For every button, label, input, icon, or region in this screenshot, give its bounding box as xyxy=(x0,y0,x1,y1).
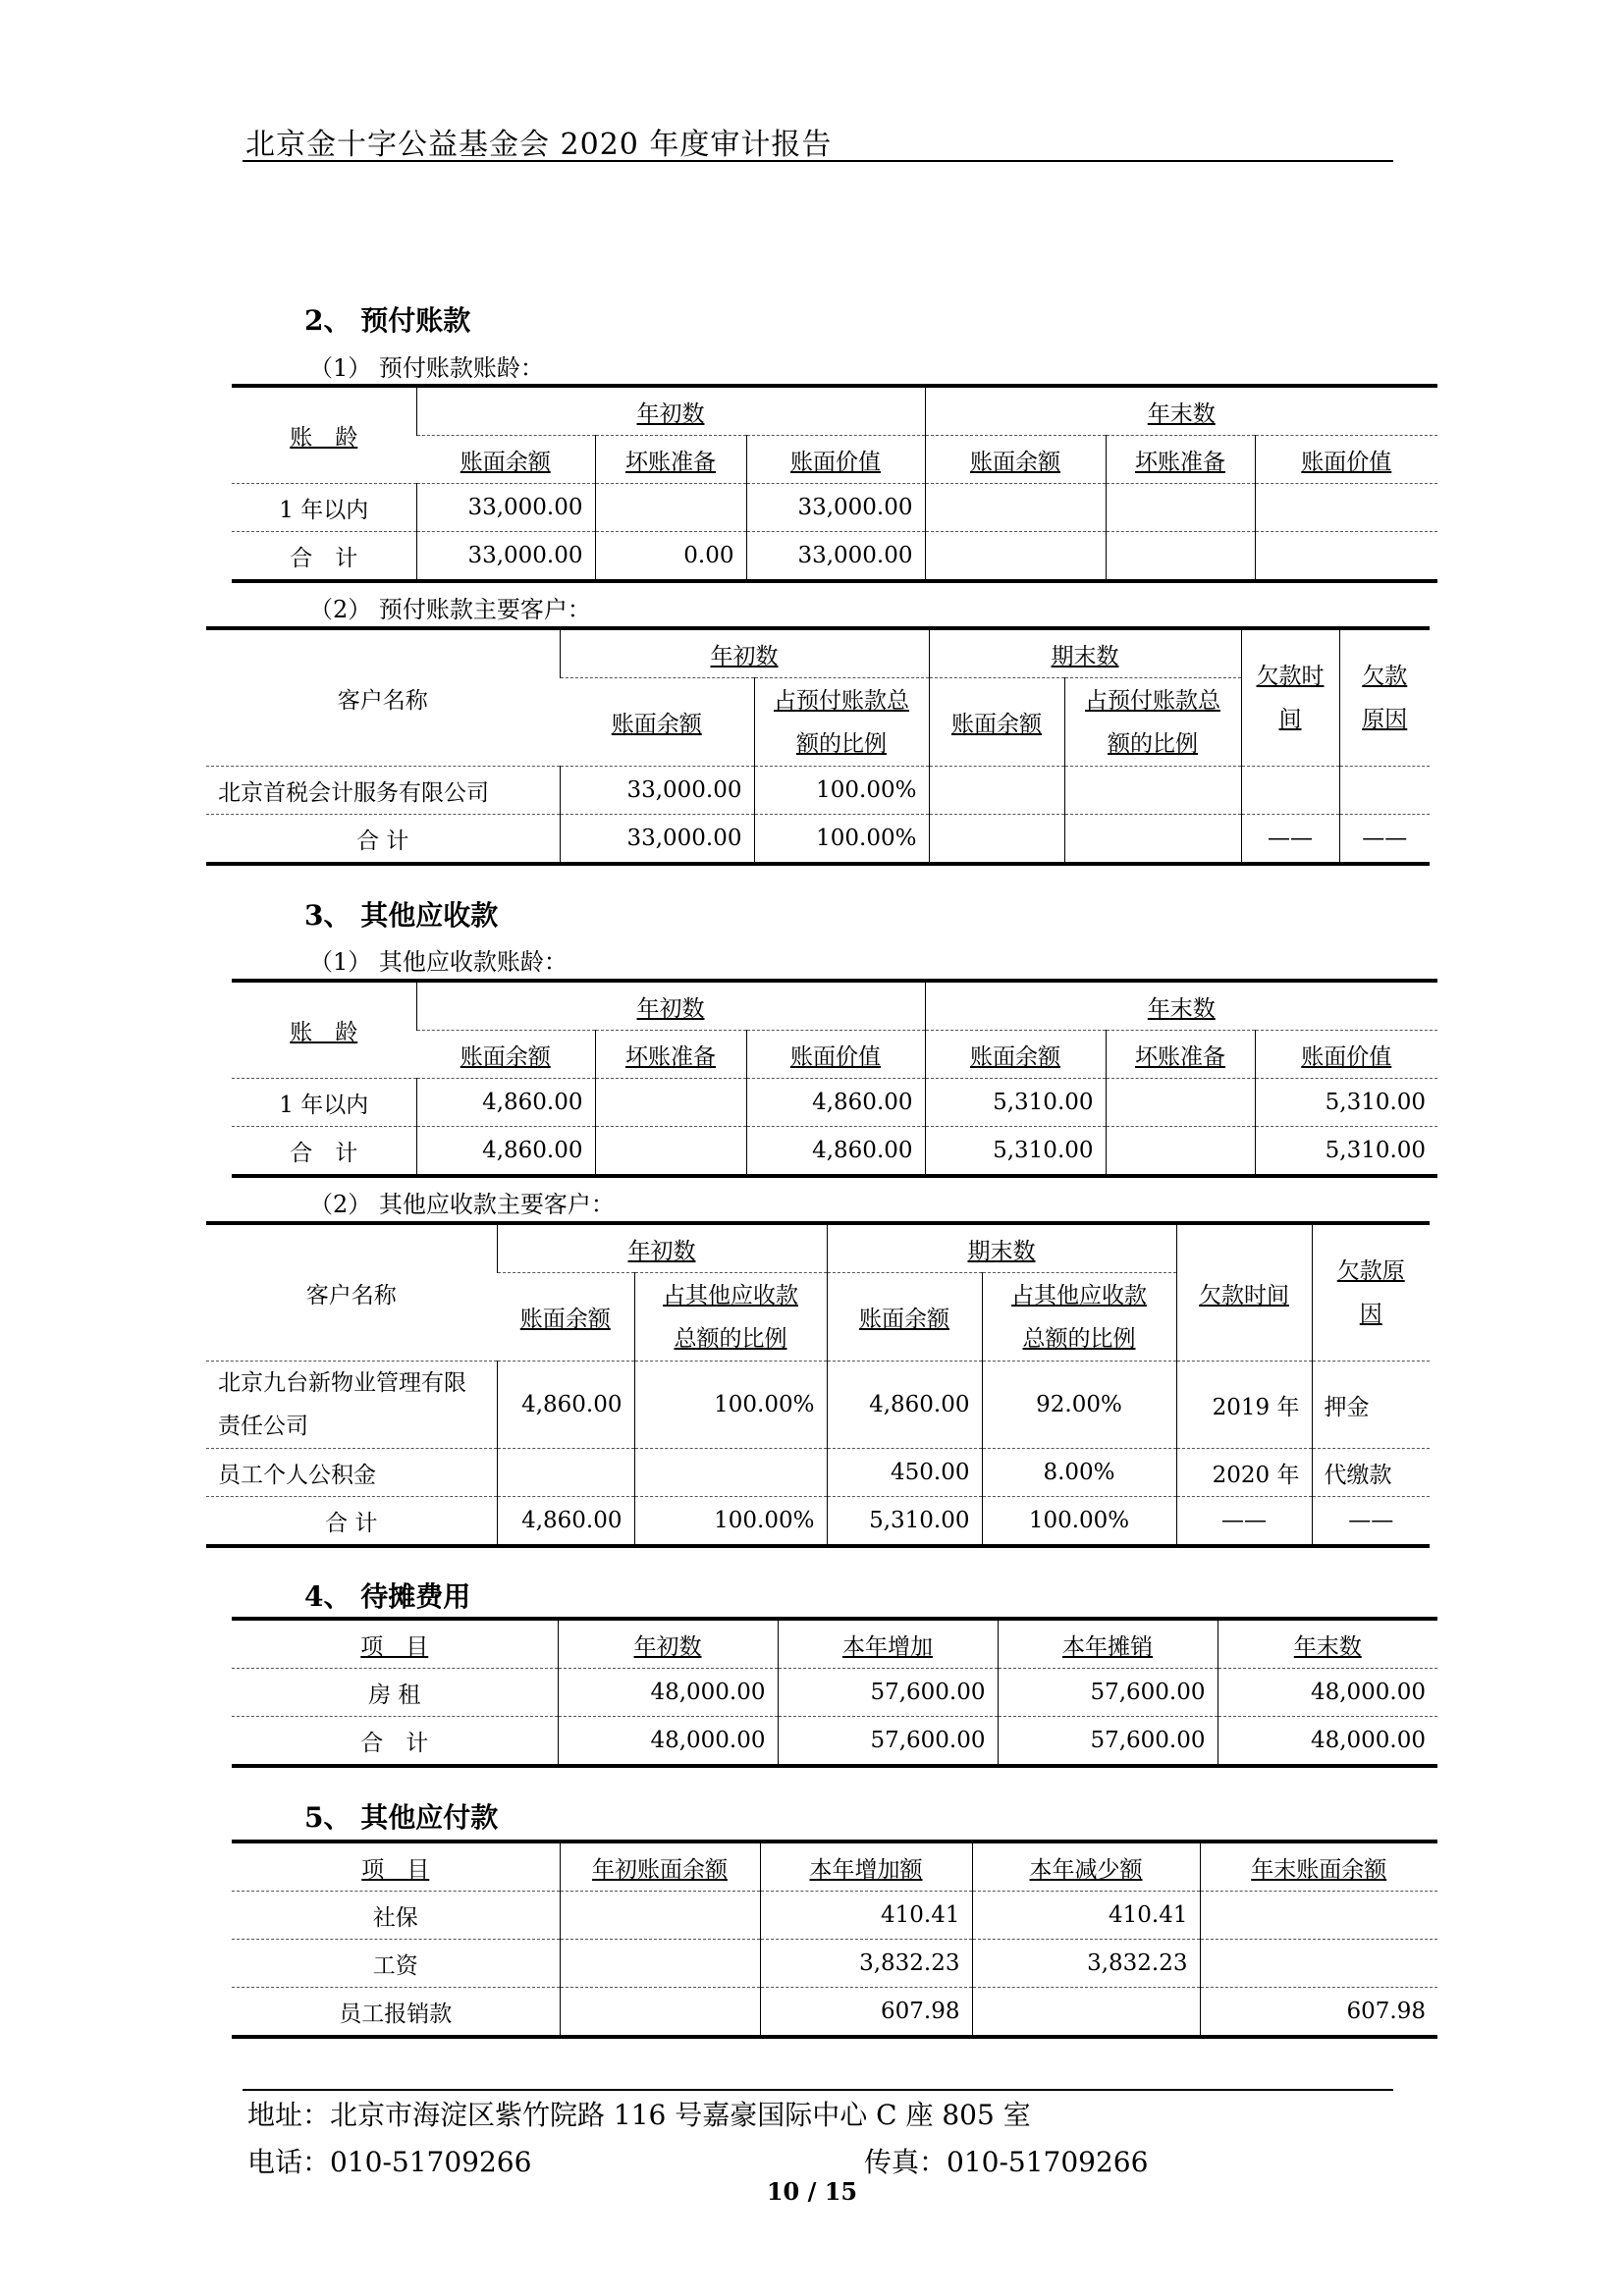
cell: 450.00 xyxy=(827,1449,982,1497)
header-end: 年末数 xyxy=(925,386,1437,436)
cell: 48,000.00 xyxy=(1218,1717,1437,1767)
table-row xyxy=(232,1892,1437,1940)
cell: 33,000.00 xyxy=(416,532,595,582)
header-bad: 坏账准备 xyxy=(595,436,746,484)
cell: 33,000.00 xyxy=(746,484,925,532)
footer-rule xyxy=(243,2089,1393,2091)
header-book: 账面余额 xyxy=(497,1273,634,1362)
cell: 员工个人公积金 xyxy=(206,1449,497,1497)
cell: 5,310.00 xyxy=(925,1127,1106,1177)
cell: 410.41 xyxy=(972,1892,1200,1940)
cell xyxy=(1255,532,1437,582)
cell: 100.00% xyxy=(634,1362,827,1449)
table-row xyxy=(232,1988,1437,2038)
cell xyxy=(925,532,1106,582)
header-increase: 本年增加 xyxy=(778,1619,998,1669)
cell: 33,000.00 xyxy=(560,767,754,815)
prepaid-expenses-table xyxy=(232,1617,1437,1768)
cell: 2019 年 xyxy=(1176,1362,1312,1449)
section-4-title: 4、 待摊费用 xyxy=(304,1580,471,1613)
header-decrease: 本年减少额 xyxy=(972,1842,1200,1892)
header-net: 账面价值 xyxy=(1255,1031,1437,1079)
header-begin: 年初数 xyxy=(497,1223,827,1273)
header-book: 账面余额 xyxy=(416,1031,595,1079)
cell xyxy=(972,1988,1200,2038)
cell: 合 计 xyxy=(232,1717,558,1767)
cell xyxy=(1339,767,1430,815)
cell xyxy=(1255,484,1437,532)
cell xyxy=(634,1449,827,1497)
cell xyxy=(1106,1079,1255,1127)
table-row xyxy=(206,815,1430,865)
header-end: 期末数 xyxy=(827,1223,1176,1273)
footer-fax: 传真：010-51709266 xyxy=(864,2146,1149,2178)
cell xyxy=(1064,767,1241,815)
cell: 33,000.00 xyxy=(746,532,925,582)
cell: 33,000.00 xyxy=(416,484,595,532)
header-reason: 欠款原因 xyxy=(1339,628,1430,767)
cell: 92.00% xyxy=(982,1362,1176,1449)
cell xyxy=(925,484,1106,532)
cell xyxy=(595,484,746,532)
cell xyxy=(595,1079,746,1127)
header-book: 账面余额 xyxy=(925,436,1106,484)
header-book: 账面余额 xyxy=(929,678,1064,767)
cell: 1 年以内 xyxy=(232,1079,416,1127)
cell: 8.00% xyxy=(982,1449,1176,1497)
cell xyxy=(560,1892,760,1940)
cell: 1 年以内 xyxy=(232,484,416,532)
header-increase: 本年增加额 xyxy=(760,1842,972,1892)
footer-phone: 电话：010-51709266 xyxy=(247,2146,532,2178)
table-row xyxy=(232,532,1437,582)
other-receivables-aging-table xyxy=(232,979,1437,1178)
cell: 房 租 xyxy=(232,1669,558,1717)
cell: 4,860.00 xyxy=(497,1362,634,1449)
cell: 5,310.00 xyxy=(925,1079,1106,1127)
section-2-t2-caption: （2） 预付账款主要客户： xyxy=(309,596,591,623)
section-2-title: 2、 预付账款 xyxy=(304,304,471,337)
cell xyxy=(560,1940,760,1988)
header-begin: 年初数 xyxy=(416,981,925,1031)
cell: 北京首税会计服务有限公司 xyxy=(206,767,560,815)
header-begin: 年初数 xyxy=(416,386,925,436)
header-begin: 年初数 xyxy=(558,1619,778,1669)
cell xyxy=(1106,532,1255,582)
header-age: 账 龄 xyxy=(232,386,416,484)
table-row xyxy=(232,1079,1437,1127)
cell: 57,600.00 xyxy=(998,1669,1218,1717)
header-book: 账面余额 xyxy=(925,1031,1106,1079)
cell: —— xyxy=(1312,1497,1430,1547)
cell: 押金 xyxy=(1312,1362,1430,1449)
cell: 3,832.23 xyxy=(972,1940,1200,1988)
header-time: 欠款时间 xyxy=(1241,628,1339,767)
other-receivables-customers-table xyxy=(206,1221,1430,1548)
section-3-title: 3、 其他应收款 xyxy=(304,899,499,932)
cell: 4,860.00 xyxy=(746,1127,925,1177)
table-row xyxy=(232,1127,1437,1177)
header-net: 账面价值 xyxy=(746,1031,925,1079)
table-row xyxy=(232,1717,1437,1767)
cell: —— xyxy=(1339,815,1430,865)
cell: 100.00% xyxy=(754,767,929,815)
document-header-title: 北京金十字公益基金会 2020 年度审计报告 xyxy=(245,128,833,162)
cell: 57,600.00 xyxy=(778,1717,998,1767)
header-end: 年末数 xyxy=(925,981,1437,1031)
cell: —— xyxy=(1176,1497,1312,1547)
cell: 4,860.00 xyxy=(416,1127,595,1177)
cell: 合 计 xyxy=(206,815,560,865)
header-customer: 客户名称 xyxy=(206,1223,497,1362)
header-begin: 年初数 xyxy=(560,628,929,678)
section-5-title: 5、 其他应付款 xyxy=(304,1801,499,1834)
header-net: 账面价值 xyxy=(1255,436,1437,484)
cell xyxy=(1200,1940,1437,1988)
cell: 合 计 xyxy=(232,1127,416,1177)
header-net: 账面价值 xyxy=(746,436,925,484)
header-pct: 占其他应收款总额的比例 xyxy=(982,1273,1176,1362)
section-3-t1-caption: （1） 其他应收款账龄： xyxy=(309,948,568,976)
header-pct: 占预付账款总额的比例 xyxy=(1064,678,1241,767)
cell: —— xyxy=(1241,815,1339,865)
header-rule xyxy=(243,160,1393,162)
cell: 33,000.00 xyxy=(560,815,754,865)
header-pct: 占预付账款总额的比例 xyxy=(754,678,929,767)
cell: 48,000.00 xyxy=(558,1717,778,1767)
cell: 57,600.00 xyxy=(998,1717,1218,1767)
cell: 合 计 xyxy=(206,1497,497,1547)
header-amortize: 本年摊销 xyxy=(998,1619,1218,1669)
cell: 410.41 xyxy=(760,1892,972,1940)
cell: 5,310.00 xyxy=(1255,1127,1437,1177)
header-begin-balance: 年初账面余额 xyxy=(560,1842,760,1892)
header-item: 项 目 xyxy=(232,1842,560,1892)
cell: 4,860.00 xyxy=(416,1079,595,1127)
cell: 3,832.23 xyxy=(760,1940,972,1988)
prepayment-aging-table xyxy=(232,384,1437,583)
header-book: 账面余额 xyxy=(560,678,754,767)
cell: 57,600.00 xyxy=(778,1669,998,1717)
cell: 5,310.00 xyxy=(827,1497,982,1547)
cell xyxy=(1200,1892,1437,1940)
header-age: 账 龄 xyxy=(232,981,416,1079)
cell: 4,860.00 xyxy=(746,1079,925,1127)
cell: 4,860.00 xyxy=(827,1362,982,1449)
cell xyxy=(497,1449,634,1497)
table-row xyxy=(206,1449,1430,1497)
header-end: 期末数 xyxy=(929,628,1241,678)
cell xyxy=(1064,815,1241,865)
prepayment-customers-table xyxy=(206,626,1430,866)
cell xyxy=(595,1127,746,1177)
section-3-t2-caption: （2） 其他应收款主要客户： xyxy=(309,1191,615,1218)
cell: 工资 xyxy=(232,1940,560,1988)
cell: 607.98 xyxy=(760,1988,972,2038)
table-row xyxy=(232,484,1437,532)
cell: 48,000.00 xyxy=(558,1669,778,1717)
table-row xyxy=(206,1362,1430,1449)
cell: 社保 xyxy=(232,1892,560,1940)
cell: 100.00% xyxy=(754,815,929,865)
table-row xyxy=(232,1669,1437,1717)
header-book: 账面余额 xyxy=(416,436,595,484)
header-item: 项 目 xyxy=(232,1619,558,1669)
cell: 0.00 xyxy=(595,532,746,582)
table-row xyxy=(206,1497,1430,1547)
cell xyxy=(560,1988,760,2038)
cell: 607.98 xyxy=(1200,1988,1437,2038)
table-row xyxy=(206,767,1430,815)
footer-address: 地址：北京市海淀区紫竹院路 116 号嘉豪国际中心 C 座 805 室 xyxy=(247,2099,1031,2131)
cell: 2020 年 xyxy=(1176,1449,1312,1497)
cell: 100.00% xyxy=(982,1497,1176,1547)
cell xyxy=(1106,1127,1255,1177)
cell: 100.00% xyxy=(634,1497,827,1547)
header-end: 年末数 xyxy=(1218,1619,1437,1669)
header-customer: 客户名称 xyxy=(206,628,560,767)
table-row xyxy=(232,1940,1437,1988)
cell xyxy=(929,815,1064,865)
page-number: 10 / 15 xyxy=(766,2177,858,2206)
cell: 5,310.00 xyxy=(1255,1079,1437,1127)
cell: 员工报销款 xyxy=(232,1988,560,2038)
cell: 北京九台新物业管理有限责任公司 xyxy=(206,1362,497,1449)
cell: 48,000.00 xyxy=(1218,1669,1437,1717)
cell xyxy=(929,767,1064,815)
section-2-t1-caption: （1） 预付账款账龄： xyxy=(309,354,544,382)
header-bad: 坏账准备 xyxy=(595,1031,746,1079)
other-payables-table xyxy=(232,1840,1437,2039)
header-bad: 坏账准备 xyxy=(1106,1031,1255,1079)
header-book: 账面余额 xyxy=(827,1273,982,1362)
header-pct: 占其他应收款总额的比例 xyxy=(634,1273,827,1362)
cell xyxy=(1241,767,1339,815)
cell: 合 计 xyxy=(232,532,416,582)
cell xyxy=(1106,484,1255,532)
cell: 代缴款 xyxy=(1312,1449,1430,1497)
cell: 4,860.00 xyxy=(497,1497,634,1547)
header-time: 欠款时间 xyxy=(1176,1223,1312,1362)
header-reason: 欠款原因 xyxy=(1312,1223,1430,1362)
header-end-balance: 年末账面余额 xyxy=(1200,1842,1437,1892)
header-bad: 坏账准备 xyxy=(1106,436,1255,484)
